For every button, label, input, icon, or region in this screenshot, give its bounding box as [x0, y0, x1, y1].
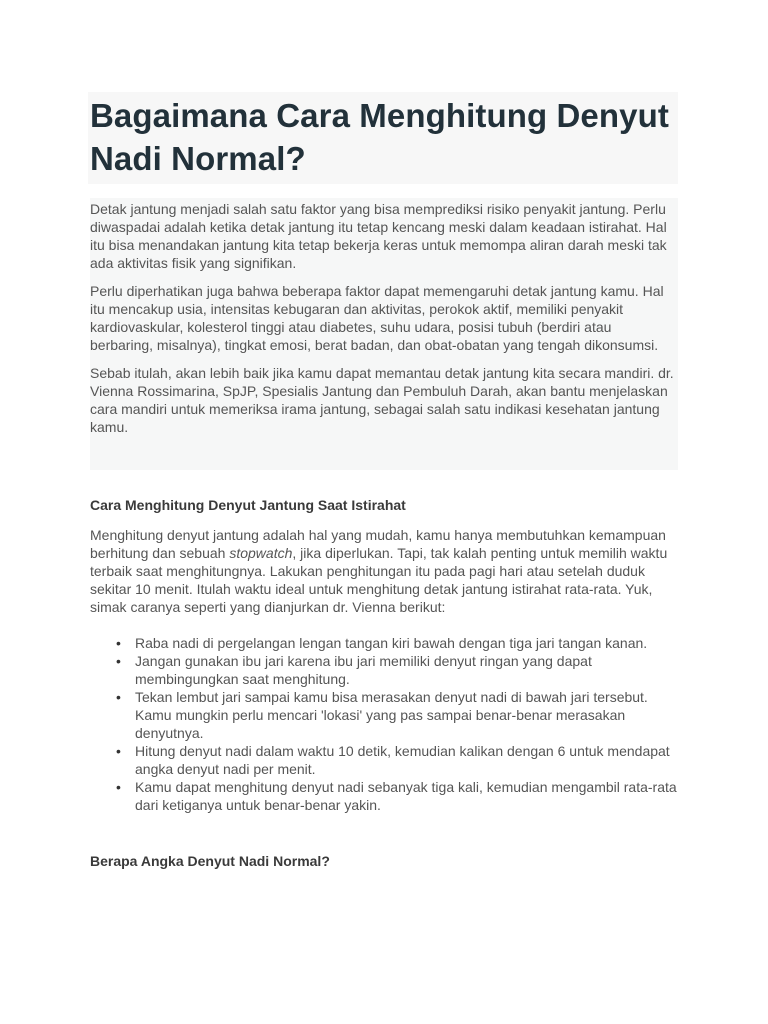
list-item — [116, 634, 678, 652]
list-item-text: Tekan lembut jari sampai kamu bisa merasakan denyut nadi di bawah jari tersebut. Kamu mungkin perlu mencari 'lokasi' yang pas sampai benar-benar merasakan denyutnya. — [135, 689, 648, 741]
list-item — [116, 688, 678, 742]
list-item-text: Raba nadi di pergelangan lengan tangan kiri bawah dengan tiga jari tangan kanan. — [135, 635, 648, 651]
paragraph-text: , jika diperlukan. Tapi, tak kalah penting untuk memilih waktu terbaik saat menghitungnya. Lakukan penghitungan itu pada pagi hari atau setelah duduk sekitar 10 menit. Itulah waktu ideal untuk menghitung detak jantung istirahat rata-rata. Yuk, simak caranya seperti yang dianjurkan dr. Vienna berikut: — [90, 545, 668, 615]
section-heading-normal-rate: Berapa Angka Denyut Nadi Normal? — [90, 853, 330, 869]
bullet-icon: • — [116, 635, 121, 651]
bullet-icon: • — [116, 653, 121, 669]
paragraph-text: Menghitung denyut jantung adalah hal yang mudah, kamu hanya membutuhkan kemampuan berhitung dan sebuah — [90, 527, 666, 561]
intro-box — [90, 198, 678, 470]
bullet-icon: • — [116, 743, 121, 759]
paragraph-emphasis: stopwatch — [229, 545, 293, 561]
intro-paragraph: Sebab itulah, akan lebih baik jika kamu dapat memantau detak jantung kita secara mandiri. dr. Vienna Rossimarina, SpJP, Spesialis Jantung dan Pembuluh Darah, akan bantu menjelaskan cara mandiri untuk memeriksa irama jantung, sebagai salah satu indikasi kesehatan jantung kamu. — [90, 365, 674, 435]
intro-paragraph: Perlu diperhatikan juga bahwa beberapa faktor dapat memengaruhi detak jantung kamu. Hal itu mencakup usia, intensitas kebugaran dan aktivitas, perokok aktif, memiliki penyakit kardiovaskular, kolesterol tinggi atau diabetes, suhu udara, posisi tubuh (berdiri atau berbaring, misalnya), tingkat emosi, berat badan, dan obat-obatan yang tengah dikonsumsi. — [90, 283, 664, 353]
steps-list — [90, 634, 678, 814]
article — [90, 92, 678, 882]
list-item — [116, 742, 678, 778]
list-item — [116, 778, 678, 814]
section-heading-resting-rate: Cara Menghitung Denyut Jantung Saat Istirahat — [90, 497, 406, 513]
list-item-text: Jangan gunakan ibu jari karena ibu jari memiliki denyut ringan yang dapat membingungkan saat menghitung. — [135, 653, 592, 687]
list-item-text: Kamu dapat menghitung denyut nadi sebanyak tiga kali, kemudian mengambil rata-rata dari ketiganya untuk benar-benar yakin. — [135, 779, 677, 813]
intro-paragraph: Detak jantung menjadi salah satu faktor yang bisa memprediksi risiko penyakit jantung. Perlu diwaspadai adalah ketika detak jantung itu tetap kencang meski dalam keadaan istirahat. Hal itu bisa menandakan jantung kita tetap bekerja keras untuk memompa aliran darah meski tak ada aktivitas fisik yang signifikan. — [90, 201, 667, 271]
bullet-icon: • — [116, 689, 121, 705]
bullet-icon: • — [116, 779, 121, 795]
list-item — [116, 652, 678, 688]
section-paragraph — [90, 526, 678, 616]
title-block — [88, 92, 678, 184]
article-title: Bagaimana Cara Menghitung Denyut Nadi Normal? — [90, 97, 669, 177]
list-item-text: Hitung denyut nadi dalam waktu 10 detik, kemudian kalikan dengan 6 untuk mendapat angka denyut nadi per menit. — [135, 743, 670, 777]
